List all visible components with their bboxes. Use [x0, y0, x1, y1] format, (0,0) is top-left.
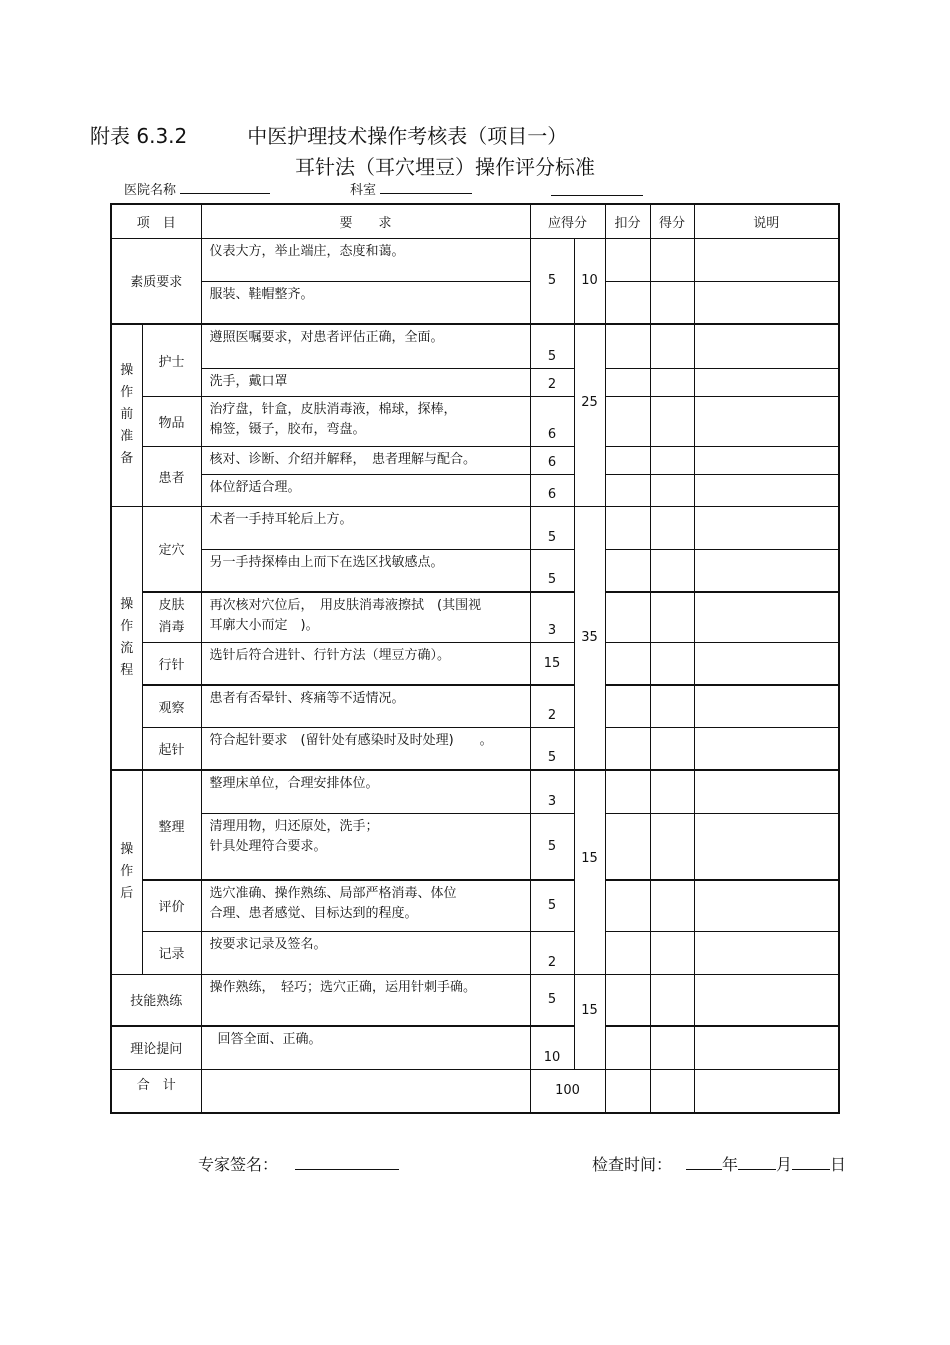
deduct-cell[interactable] — [605, 727, 650, 770]
score-cell: 3 — [530, 592, 574, 642]
deduct-cell[interactable] — [605, 974, 650, 1026]
deduct-cell[interactable] — [605, 549, 650, 592]
got-cell[interactable] — [650, 685, 694, 727]
got-cell[interactable] — [650, 813, 694, 880]
score-cell: 5 — [530, 324, 574, 368]
got-cell[interactable] — [650, 592, 694, 642]
got-cell[interactable] — [650, 642, 694, 685]
sub-locate: 定穴 — [142, 506, 201, 592]
score-cell: 10 — [530, 1026, 574, 1069]
got-cell[interactable] — [650, 506, 694, 549]
note-cell[interactable] — [694, 396, 839, 446]
total-score: 100 — [530, 1069, 605, 1113]
section-quality: 素质要求 — [111, 238, 201, 324]
got-cell[interactable] — [650, 974, 694, 1026]
got-cell[interactable] — [650, 446, 694, 474]
score-cell: 2 — [530, 931, 574, 974]
table-row — [111, 281, 839, 324]
requirement-cell: 清理用物，归还原处，洗手； 针具处理符合要求。 — [201, 813, 530, 880]
score-cell: 5 — [530, 974, 574, 1026]
section-theory: 理论提问 — [111, 1026, 201, 1069]
total-row — [111, 1069, 839, 1113]
note-cell[interactable] — [694, 880, 839, 931]
requirement-cell: 治疗盘，针盒，皮肤消毒液，棉球，探棒， 棉签，镊子，胶布，弯盘。 — [201, 396, 530, 446]
deduct-cell[interactable] — [605, 1069, 650, 1113]
subtotal-cell: 15 — [574, 974, 605, 1069]
requirement-cell: 仪表大方，举止端庄，态度和蔼。 — [201, 238, 530, 281]
header-note: 说明 — [694, 204, 839, 238]
table-row — [111, 324, 839, 368]
score-cell: 6 — [530, 446, 574, 474]
deduct-cell[interactable] — [605, 642, 650, 685]
header-deduct: 扣分 — [605, 204, 650, 238]
requirement-cell: 整理床单位，合理安排体位。 — [201, 770, 530, 813]
table-row — [111, 238, 839, 281]
requirement-cell: 符合起针要求 (留针处有感染时及时处理) 。 — [201, 727, 530, 770]
note-cell[interactable] — [694, 685, 839, 727]
got-cell[interactable] — [650, 368, 694, 396]
score-cell: 5 — [530, 727, 574, 770]
form-title: 中医护理技术操作考核表（项目一） — [247, 124, 568, 148]
form-subtitle: 耳针法（耳穴埋豆）操作评分标准 — [295, 155, 595, 179]
section-total: 合 计 — [111, 1069, 201, 1113]
sub-needle: 行针 — [142, 642, 201, 685]
table-row — [111, 396, 839, 446]
table-row — [111, 368, 839, 396]
deduct-cell[interactable] — [605, 880, 650, 931]
table-row — [111, 1026, 839, 1069]
note-cell[interactable] — [694, 281, 839, 324]
note-cell[interactable] — [694, 238, 839, 281]
note-cell[interactable] — [694, 931, 839, 974]
note-cell[interactable] — [694, 474, 839, 506]
day-label: 日 — [830, 1155, 847, 1174]
got-cell[interactable] — [650, 324, 694, 368]
deduct-cell[interactable] — [605, 770, 650, 813]
table-row — [111, 549, 839, 592]
note-cell[interactable] — [694, 324, 839, 368]
deduct-cell[interactable] — [605, 281, 650, 324]
year-label: 年 — [722, 1155, 739, 1174]
got-cell[interactable] — [650, 880, 694, 931]
sub-tidy: 整理 — [142, 770, 201, 880]
score-cell: 6 — [530, 396, 574, 446]
appendix-number: 附表 6.3.2 — [90, 124, 188, 148]
note-cell[interactable] — [694, 549, 839, 592]
header-requirement: 要 求 — [201, 204, 530, 238]
table-row — [111, 880, 839, 931]
expert-signature — [198, 1152, 399, 1175]
table-row — [111, 727, 839, 770]
check-date — [592, 1152, 846, 1175]
day-line[interactable] — [792, 1153, 830, 1170]
note-cell[interactable] — [694, 1026, 839, 1069]
table-row — [111, 506, 839, 549]
requirement-cell: 核对、诊断、介绍并解释， 患者理解与配合。 — [201, 446, 530, 474]
section-process: 操 作 流 程 — [111, 506, 142, 770]
note-cell[interactable] — [694, 727, 839, 770]
department-field — [350, 179, 472, 198]
requirement-cell: 选穴准确、操作熟练、局部严格消毒、体位 合理、患者感觉、目标达到的程度。 — [201, 880, 530, 931]
score-cell: 5 — [530, 880, 574, 931]
scoring-table — [110, 203, 840, 1114]
score-cell: 2 — [530, 368, 574, 396]
got-cell[interactable] — [650, 474, 694, 506]
requirement-cell: 按要求记录及签名。 — [201, 931, 530, 974]
table-row — [111, 592, 839, 642]
got-cell[interactable] — [650, 396, 694, 446]
requirement-cell: 术者一手持耳轮后上方。 — [201, 506, 530, 549]
sub-patient: 患者 — [142, 446, 201, 506]
section-skill: 技能熟练 — [111, 974, 201, 1026]
deduct-cell[interactable] — [605, 685, 650, 727]
got-cell[interactable] — [650, 931, 694, 974]
deduct-cell[interactable] — [605, 506, 650, 549]
score-cell: 5 — [530, 506, 574, 549]
hospital-input-line[interactable] — [180, 179, 270, 194]
score-cell: 5 — [530, 813, 574, 880]
hospital-field — [124, 179, 270, 198]
blank-input-line[interactable] — [551, 179, 643, 196]
requirement-cell: 另一手持探棒由上而下在选区找敏感点。 — [201, 549, 530, 592]
score-cell: 5 — [530, 549, 574, 592]
deduct-cell[interactable] — [605, 238, 650, 281]
check-label: 检查时间： — [592, 1155, 673, 1174]
header-should-score: 应得分 — [530, 204, 605, 238]
subtotal-cell: 35 — [574, 506, 605, 770]
sub-disinfect: 皮肤 消毒 — [142, 592, 201, 642]
month-label: 月 — [776, 1155, 793, 1174]
got-cell[interactable] — [650, 1069, 694, 1113]
got-cell[interactable] — [650, 281, 694, 324]
title-line — [90, 120, 567, 149]
signature-line[interactable] — [295, 1153, 399, 1170]
requirement-cell: 患者有否晕针、疼痛等不适情况。 — [201, 685, 530, 727]
note-cell[interactable] — [694, 1069, 839, 1113]
table-row — [111, 770, 839, 813]
requirement-cell: 操作熟练， 轻巧；选穴正确，运用针刺手确。 — [201, 974, 530, 1026]
requirement-cell: 遵照医嘱要求，对患者评估正确，全面。 — [201, 324, 530, 368]
deduct-cell[interactable] — [605, 813, 650, 880]
month-line[interactable] — [738, 1153, 776, 1170]
got-cell[interactable] — [650, 727, 694, 770]
deduct-cell[interactable] — [605, 324, 650, 368]
deduct-cell[interactable] — [605, 931, 650, 974]
deduct-cell[interactable] — [605, 592, 650, 642]
sub-nurse: 护士 — [142, 324, 201, 396]
deduct-cell[interactable] — [605, 368, 650, 396]
sub-evaluate: 评价 — [142, 880, 201, 931]
note-cell[interactable] — [694, 642, 839, 685]
table-row — [111, 685, 839, 727]
note-cell[interactable] — [694, 770, 839, 813]
sub-observe: 观察 — [142, 685, 201, 727]
header-got: 得分 — [650, 204, 694, 238]
header-row — [111, 204, 839, 238]
score-cell: 3 — [530, 770, 574, 813]
header-item: 项 目 — [111, 204, 201, 238]
total-requirement-cell — [201, 1069, 530, 1113]
note-cell[interactable] — [694, 592, 839, 642]
requirement-cell: 回答全面、正确。 — [201, 1026, 530, 1069]
subtotal-cell: 15 — [574, 770, 605, 974]
note-cell[interactable] — [694, 974, 839, 1026]
requirement-cell: 再次核对穴位后， 用皮肤消毒液擦拭 (其围视 耳廓大小而定 )。 — [201, 592, 530, 642]
note-cell[interactable] — [694, 506, 839, 549]
deduct-cell[interactable] — [605, 1026, 650, 1069]
section-post: 操 作 后 — [111, 770, 142, 974]
note-cell[interactable] — [694, 813, 839, 880]
deduct-cell[interactable] — [605, 396, 650, 446]
expert-label: 专家签名： — [198, 1155, 279, 1174]
subtotal-cell: 10 — [574, 238, 605, 324]
score-cell: 15 — [530, 642, 574, 685]
note-cell[interactable] — [694, 368, 839, 396]
table-row — [111, 446, 839, 474]
requirement-cell: 服装、鞋帽整齐。 — [201, 281, 530, 324]
requirement-cell: 体位舒适合理。 — [201, 474, 530, 506]
got-cell[interactable] — [650, 238, 694, 281]
got-cell[interactable] — [650, 549, 694, 592]
requirement-cell: 选针后符合进针、行针方法（埋豆方确）。 — [201, 642, 530, 685]
deduct-cell[interactable] — [605, 446, 650, 474]
department-input-line[interactable] — [380, 179, 472, 194]
department-label: 科室 — [350, 183, 377, 198]
section-pre: 操 作 前 准 备 — [111, 324, 142, 506]
subtotal-cell: 25 — [574, 324, 605, 506]
sub-record: 记录 — [142, 931, 201, 974]
table-row — [111, 931, 839, 974]
table-row — [111, 642, 839, 685]
requirement-cell: 洗手，戴口罩 — [201, 368, 530, 396]
table-row — [111, 813, 839, 880]
table-row — [111, 474, 839, 506]
got-cell[interactable] — [650, 1026, 694, 1069]
got-cell[interactable] — [650, 770, 694, 813]
score-cell: 5 — [530, 238, 574, 324]
table-row — [111, 974, 839, 1026]
score-cell: 2 — [530, 685, 574, 727]
score-cell: 6 — [530, 474, 574, 506]
year-line[interactable] — [686, 1153, 722, 1170]
note-cell[interactable] — [694, 446, 839, 474]
sub-items: 物品 — [142, 396, 201, 446]
sub-remove: 起针 — [142, 727, 201, 770]
hospital-label: 医院名称 — [124, 183, 177, 198]
deduct-cell[interactable] — [605, 474, 650, 506]
